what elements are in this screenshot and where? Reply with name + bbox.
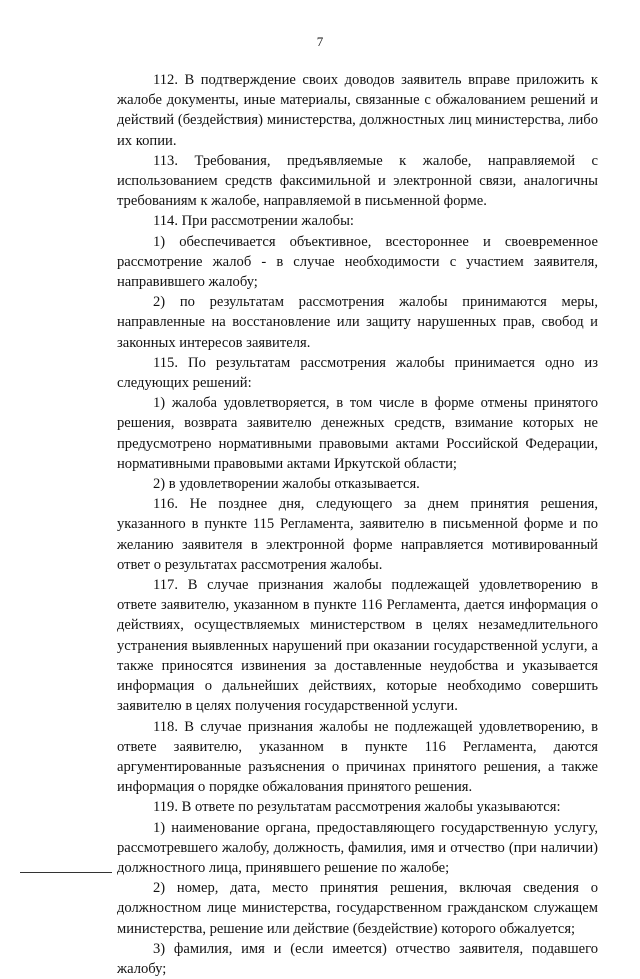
paragraph-119: 119. В ответе по результатам рассмотрения жалобы указываются: [153,799,561,816]
paragraph-114: 114. При рассмотрении жалобы: [153,213,354,230]
paragraph-119-item-3: 3) фамилия, имя и (если имеется) отчество заявителя, подавшего жалобу; [117,940,598,977]
paragraph-115-item-1: 1) жалоба удовлетворяется, в том числе в форме отмены принятого решения, возврата заявителю денежных средств, взимание которых не предусмотрено нормативными правовыми актами Российской Федерации, нормативными правовыми актами Иркутской области; [117,395,598,472]
footnote-separator-line [20,872,112,873]
page-number: 7 [316,34,324,49]
paragraph-112: 112. В подтверждение своих доводов заявитель вправе приложить к жалобе документы, иные материалы, связанные с обжалованием решений и действий (бездействия) министерства, должностных лиц министерства, либо их копии. [117,72,598,149]
paragraph-115-item-2: 2) в удовлетворении жалобы отказывается. [153,476,420,493]
paragraph-115: 115. По результатам рассмотрения жалобы принимается одно из следующих решений: [117,354,598,392]
paragraph-119-item-2: 2) номер, дата, место принятия решения, включая сведения о должностном лице министерства, государственном гражданском служащем министерства, решение или действие (бездействие) которого обжалуется; [117,880,598,937]
paragraph-114-item-2: 2) по результатам рассмотрения жалобы принимаются меры, направленные на восстановление или защиту нарушенных прав, свобод и законных интересов заявителя. [117,294,598,351]
document-body [117,70,598,979]
paragraph-116: 116. Не позднее дня, следующего за днем принятия решения, указанного в пункте 115 Регламента, заявителю в письменной форме и по желанию заявителя в электронной форме направляется мотивированный ответ о результатах рассмотрения жалобы. [117,496,598,573]
paragraph-117: 117. В случае признания жалобы подлежащей удовлетворению в ответе заявителю, указанном в пункте 116 Регламента, дается информация о действиях, осуществляемых министерством в целях незамедлительного устранения выявленных нарушений при оказании государственной услуги, а также приносятся извинения за доставленные неудобства и указывается информация о дальнейших действиях, которые необходимо совершить заявителю в целях получения государственной услуги. [117,577,598,715]
paragraph-114-item-1: 1) обеспечивается объективное, всестороннее и своевременное рассмотрение жалоб - в случае необходимости с участием заявителя, направившего жалобу; [117,233,598,291]
paragraph-113: 113. Требования, предъявляемые к жалобе, направляемой с использованием средств факсимильной и электронной связи, аналогичны требованиям к жалобе, направляемой в письменной форме. [117,152,598,210]
paragraph-119-item-1: 1) наименование органа, предоставляющего государственную услугу, рассмотревшего жалобу, должность, фамилия, имя и отчество (при наличии) должностного лица, принявшего решение по жалобе; [117,819,598,876]
paragraph-118: 118. В случае признания жалобы не подлежащей удовлетворению, в ответе заявителю, указанном в пункте 116 Регламента, даются аргументированные разъяснения о причинах принятого решения, а также информация о порядке обжалования принятого решения. [117,718,598,796]
